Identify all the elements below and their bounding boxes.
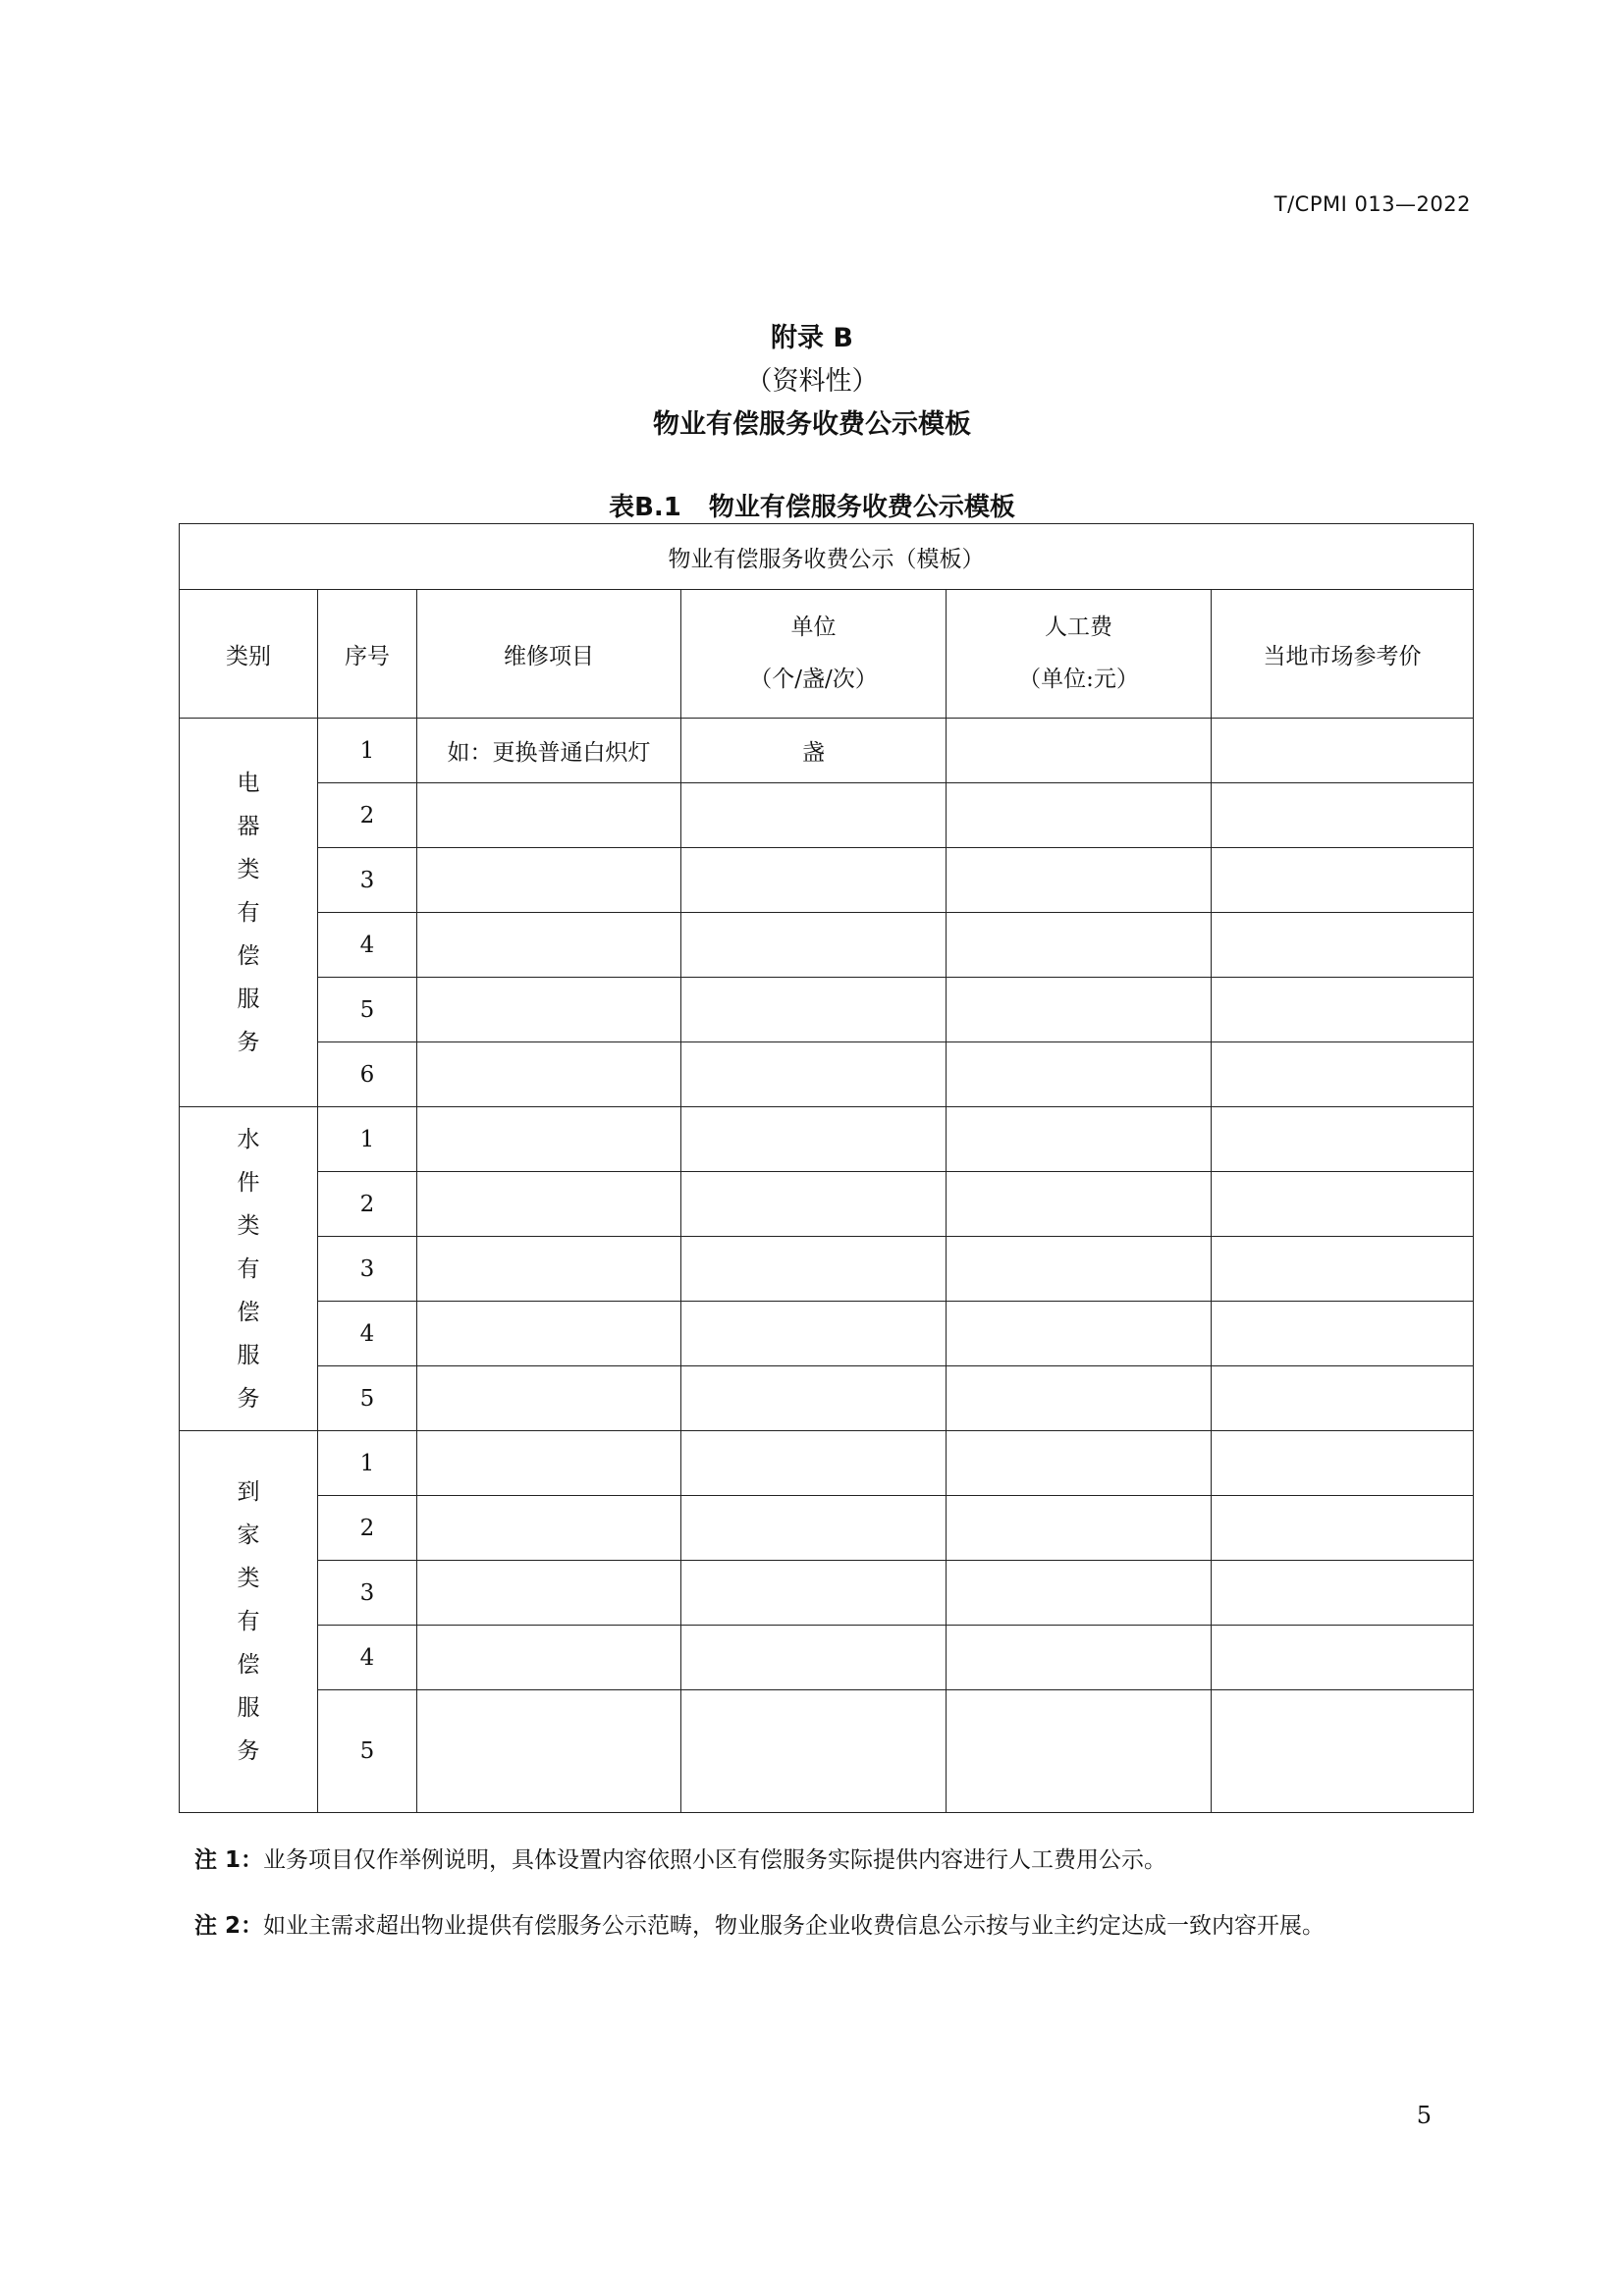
- page-number: 5: [1416, 2102, 1432, 2129]
- category-cell: [180, 1107, 318, 1431]
- category-label: 到家类有偿服务: [237, 1479, 260, 1764]
- seq-cell: 1: [318, 719, 417, 783]
- item-cell: [417, 1042, 681, 1107]
- header-unit-line1: 单位: [790, 614, 837, 640]
- table-row: [180, 719, 1474, 783]
- table-row: [180, 1431, 1474, 1496]
- market-cell: [1212, 719, 1474, 783]
- note-1: [194, 1842, 1166, 1874]
- table-row: [180, 1690, 1474, 1813]
- table-row: [180, 1496, 1474, 1561]
- unit-cell: [681, 1172, 947, 1237]
- header-unit-line2: （个/盏/次）: [749, 667, 878, 692]
- market-cell: [1212, 1107, 1474, 1172]
- item-cell: 如：更换普通白炽灯: [417, 719, 681, 783]
- item-cell: [417, 783, 681, 848]
- header-seq: 序号: [318, 590, 417, 719]
- item-cell: [417, 978, 681, 1042]
- unit-cell: [681, 848, 947, 913]
- table-title: 物业有偿服务收费公示（模板）: [180, 524, 1474, 590]
- seq-cell: 2: [318, 1172, 417, 1237]
- item-cell: [417, 1237, 681, 1302]
- unit-cell: [681, 1302, 947, 1366]
- table-caption-title: 物业有偿服务收费公示模板: [708, 493, 1015, 522]
- table-number: 表B.1: [609, 493, 681, 522]
- header-item: 维修项目: [417, 590, 681, 719]
- header-market: 当地市场参考价: [1212, 590, 1474, 719]
- labor-cell: [947, 1690, 1212, 1813]
- category-label: 水件类有偿服务: [237, 1126, 260, 1412]
- item-cell: [417, 1107, 681, 1172]
- header-category: 类别: [180, 590, 318, 719]
- appendix-title: 物业有偿服务收费公示模板: [653, 409, 971, 440]
- labor-cell: [947, 913, 1212, 978]
- market-cell: [1212, 783, 1474, 848]
- table-row: [180, 978, 1474, 1042]
- header-unit: [681, 590, 947, 719]
- labor-cell: [947, 1042, 1212, 1107]
- unit-cell: [681, 1626, 947, 1690]
- unit-cell: [681, 1690, 947, 1813]
- seq-cell: 3: [318, 1561, 417, 1626]
- item-cell: [417, 1172, 681, 1237]
- table-row: [180, 1107, 1474, 1172]
- table-row: [180, 1042, 1474, 1107]
- header-labor-line2: （单位:元）: [1018, 667, 1139, 692]
- market-cell: [1212, 1690, 1474, 1813]
- category-cell: [180, 719, 318, 1107]
- seq-cell: 5: [318, 1366, 417, 1431]
- category-label: 电器类有偿服务: [237, 770, 260, 1055]
- market-cell: [1212, 978, 1474, 1042]
- seq-cell: 4: [318, 1302, 417, 1366]
- unit-cell: [681, 913, 947, 978]
- labor-cell: [947, 1561, 1212, 1626]
- unit-cell: [681, 1431, 947, 1496]
- unit-cell: 盏: [681, 719, 947, 783]
- market-cell: [1212, 1496, 1474, 1561]
- labor-cell: [947, 1626, 1212, 1690]
- unit-cell: [681, 1561, 947, 1626]
- item-cell: [417, 1561, 681, 1626]
- appendix-label: 附录 B: [771, 323, 853, 353]
- market-cell: [1212, 1626, 1474, 1690]
- unit-cell: [681, 1237, 947, 1302]
- labor-cell: [947, 1107, 1212, 1172]
- table-row: [180, 1561, 1474, 1626]
- unit-cell: [681, 1366, 947, 1431]
- unit-cell: [681, 1496, 947, 1561]
- labor-cell: [947, 1237, 1212, 1302]
- header-labor: [947, 590, 1212, 719]
- seq-cell: 3: [318, 1237, 417, 1302]
- unit-cell: [681, 978, 947, 1042]
- note-1-label: 注 1：: [194, 1847, 264, 1873]
- seq-cell: 3: [318, 848, 417, 913]
- table-row: [180, 848, 1474, 913]
- market-cell: [1212, 1431, 1474, 1496]
- labor-cell: [947, 1431, 1212, 1496]
- table-row: [180, 1172, 1474, 1237]
- note-2: [194, 1907, 1325, 1940]
- document-code: T/CPMI 013—2022: [1273, 192, 1471, 216]
- note-2-text: 如业主需求超出物业提供有偿服务公示范畴，物业服务企业收费信息公示按与业主约定达成一致内容开展。: [263, 1913, 1326, 1939]
- table-caption: [0, 487, 1624, 523]
- item-cell: [417, 1496, 681, 1561]
- market-cell: [1212, 1561, 1474, 1626]
- labor-cell: [947, 978, 1212, 1042]
- item-cell: [417, 913, 681, 978]
- table-row: [180, 783, 1474, 848]
- table-row: [180, 1626, 1474, 1690]
- item-cell: [417, 848, 681, 913]
- seq-cell: 4: [318, 1626, 417, 1690]
- seq-cell: 2: [318, 1496, 417, 1561]
- labor-cell: [947, 1366, 1212, 1431]
- appendix-type: （资料性）: [745, 366, 879, 397]
- table-row: [180, 913, 1474, 978]
- table-row: [180, 1366, 1474, 1431]
- market-cell: [1212, 1042, 1474, 1107]
- item-cell: [417, 1431, 681, 1496]
- market-cell: [1212, 913, 1474, 978]
- note-2-label: 注 2：: [194, 1913, 264, 1939]
- labor-cell: [947, 848, 1212, 913]
- table-row: [180, 1302, 1474, 1366]
- table-row: [180, 1237, 1474, 1302]
- item-cell: [417, 1690, 681, 1813]
- header-labor-line1: 人工费: [1045, 614, 1112, 640]
- seq-cell: 4: [318, 913, 417, 978]
- note-1-text: 业务项目仅作举例说明，具体设置内容依照小区有偿服务实际提供内容进行人工费用公示。: [263, 1847, 1167, 1873]
- item-cell: [417, 1366, 681, 1431]
- unit-cell: [681, 1042, 947, 1107]
- seq-cell: 1: [318, 1107, 417, 1172]
- seq-cell: 1: [318, 1431, 417, 1496]
- labor-cell: [947, 1302, 1212, 1366]
- item-cell: [417, 1626, 681, 1690]
- market-cell: [1212, 1237, 1474, 1302]
- labor-cell: [947, 1172, 1212, 1237]
- labor-cell: [947, 783, 1212, 848]
- unit-cell: [681, 783, 947, 848]
- labor-cell: [947, 1496, 1212, 1561]
- seq-cell: 2: [318, 783, 417, 848]
- labor-cell: [947, 719, 1212, 783]
- market-cell: [1212, 848, 1474, 913]
- market-cell: [1212, 1366, 1474, 1431]
- market-cell: [1212, 1172, 1474, 1237]
- unit-cell: [681, 1107, 947, 1172]
- item-cell: [417, 1302, 681, 1366]
- fee-template-table: [179, 523, 1474, 1813]
- seq-cell: 6: [318, 1042, 417, 1107]
- seq-cell: 5: [318, 1690, 417, 1813]
- seq-cell: 5: [318, 978, 417, 1042]
- market-cell: [1212, 1302, 1474, 1366]
- category-cell: [180, 1431, 318, 1813]
